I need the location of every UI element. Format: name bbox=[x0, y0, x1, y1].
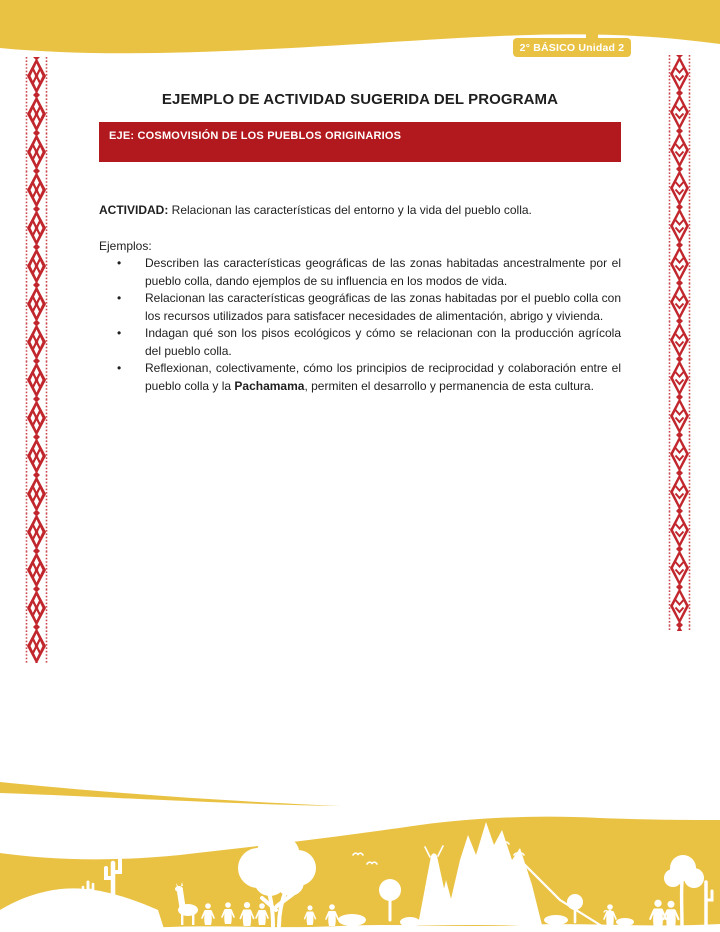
example-bullet: • Describen las características geográficas de las zonas habitadas ancestralmente por el pueblo colla, dando ejemplos de su influencia en los modos de vida. bbox=[99, 255, 621, 290]
unit-badge bbox=[513, 38, 631, 57]
activity-text: Relacionan las características del entorno y la vida del pueblo colla. bbox=[171, 203, 532, 217]
example-bullet: • Relacionan las características geográficas de las zonas habitadas por el pueblo colla con los recursos utilizados para satisfacer necesidades de alimentación, abrigo y vivienda. bbox=[99, 290, 621, 325]
examples-label: Ejemplos: bbox=[99, 239, 152, 253]
right-textile-border-icon bbox=[668, 55, 691, 631]
footer-landscape-icon bbox=[0, 760, 720, 932]
top-wave-band-icon bbox=[0, 0, 720, 70]
example-bullet: • Reflexionan, colectivamente, cómo los principios de reciprocidad y colaboración entre el pueblo colla y la Pachamama, permiten el desarrollo y permanencia de esta cultura. bbox=[99, 360, 621, 395]
example-bullet: • Indagan qué son los pisos ecológicos y cómo se relacionan con la producción agrícola del pueblo colla. bbox=[99, 325, 621, 360]
thin-wave-shape bbox=[0, 782, 340, 806]
left-textile-border-icon bbox=[25, 57, 48, 663]
unit-badge-label: 2° BÁSICO Unidad 2 bbox=[519, 41, 625, 54]
eje-banner bbox=[99, 122, 621, 162]
activity-line bbox=[99, 202, 621, 220]
eje-banner-label: EJE: COSMOVISIÓN DE LOS PUEBLOS ORIGINARIOS bbox=[109, 130, 402, 142]
page-title: EJEMPLO DE ACTIVIDAD SUGERIDA DEL PROGRAMA bbox=[161, 91, 559, 108]
examples-list bbox=[99, 255, 621, 395]
activity-label: ACTIVIDAD: bbox=[99, 203, 169, 217]
